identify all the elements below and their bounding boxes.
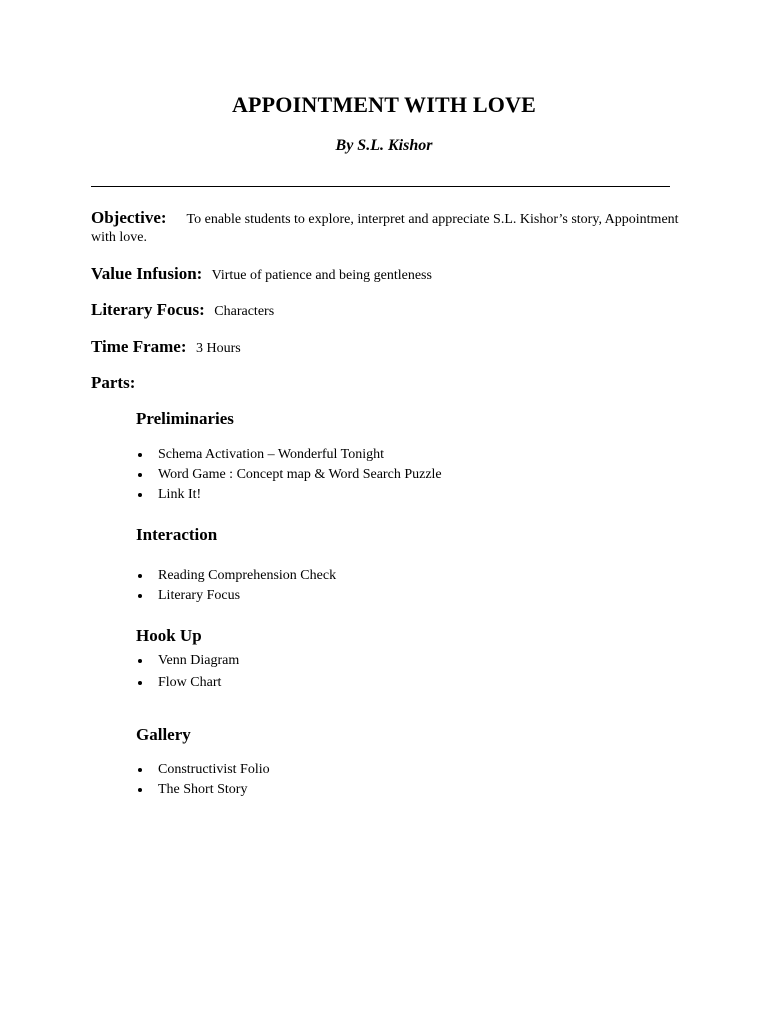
horizontal-rule [91, 186, 670, 187]
list-item: The Short Story [136, 780, 270, 800]
interaction-list [136, 566, 336, 606]
list-item: Flow Chart [136, 672, 239, 694]
time-frame-label: Time Frame: [91, 337, 187, 356]
preliminaries-list [136, 445, 442, 505]
literary-focus-label: Literary Focus: [91, 300, 205, 319]
time-frame-field [91, 337, 691, 359]
list-item: Word Game : Concept map & Word Search Puzzle [136, 465, 442, 485]
objective-label: Objective: [91, 208, 167, 227]
objective-field [91, 208, 691, 230]
section-title-interaction: Interaction [136, 525, 218, 544]
literary-focus-value: Characters [214, 304, 275, 319]
list-item: Schema Activation – Wonderful Tonight [136, 445, 442, 465]
value-infusion-field [91, 264, 691, 286]
parts-label: Parts: [91, 373, 136, 392]
value-infusion-label: Value Infusion: [91, 264, 203, 283]
hook-up-list [136, 650, 239, 693]
section-title-hook-up: Hook Up [136, 626, 202, 645]
list-item: Reading Comprehension Check [136, 566, 336, 586]
document-title: APPOINTMENT WITH LOVE [231, 92, 537, 117]
document-author: By S.L. Kishor [335, 137, 433, 154]
time-frame-value: 3 Hours [196, 341, 241, 356]
gallery-list [136, 760, 270, 800]
list-item: Link It! [136, 485, 442, 505]
section-title-gallery: Gallery [136, 725, 191, 744]
objective-continued [91, 228, 691, 248]
list-item: Constructivist Folio [136, 760, 270, 780]
literary-focus-field [91, 300, 691, 322]
section-title-preliminaries: Preliminaries [136, 409, 234, 428]
objective-value-line2: with love. [91, 230, 147, 245]
list-item: Literary Focus [136, 586, 336, 606]
objective-value-line1: To enable students to explore, interpret and appreciate S.L. Kishor’s story, Appointment [186, 212, 679, 227]
value-infusion-value: Virtue of patience and being gentleness [211, 268, 432, 283]
list-item: Venn Diagram [136, 650, 239, 672]
